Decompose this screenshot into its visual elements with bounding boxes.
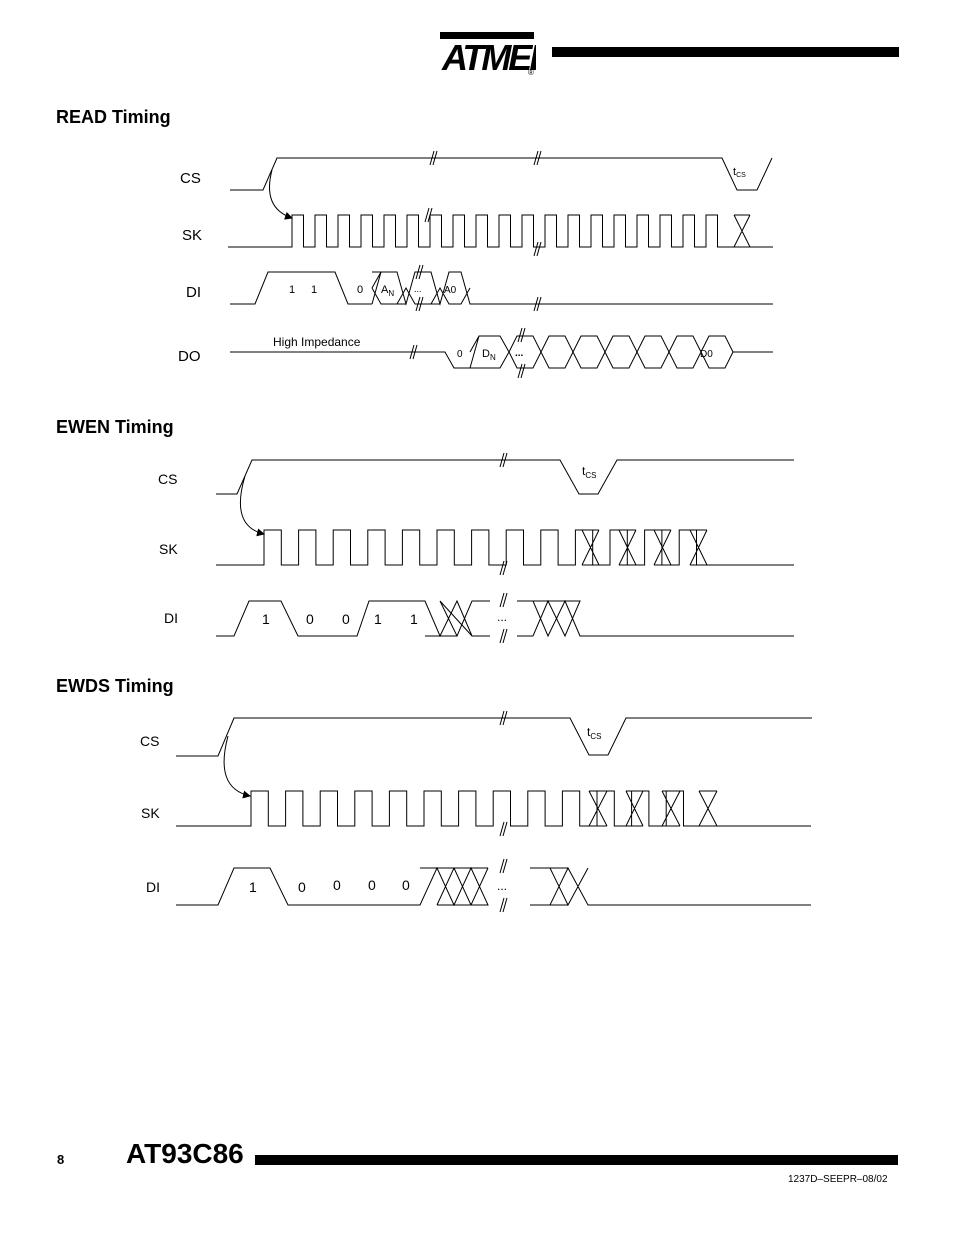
ewen-di-bit-5: 1 bbox=[410, 611, 418, 627]
read-do-data-cells bbox=[509, 336, 773, 368]
page-number: 8 bbox=[57, 1152, 65, 1167]
read-do-high-impedance: High Impedance bbox=[273, 335, 361, 349]
ewen-di-ellipsis: ... bbox=[497, 610, 508, 624]
ewds-di-bit-3: 0 bbox=[333, 877, 341, 893]
read-di-bit-2: 1 bbox=[311, 284, 318, 296]
ewen-di-bit-4: 1 bbox=[374, 611, 382, 627]
ewen-di-bit-1: 1 bbox=[262, 611, 270, 627]
read-do-label: DO bbox=[178, 348, 201, 365]
ewds-di-ellipsis: ... bbox=[497, 879, 508, 893]
read-cs-waveform bbox=[230, 158, 772, 190]
ewen-cs-waveform bbox=[216, 460, 794, 494]
read-do-data-last: D0 bbox=[700, 349, 713, 360]
ewds-sk-label: SK bbox=[141, 805, 160, 821]
read-cs-sk-arrow bbox=[270, 170, 293, 218]
ewds-tcs-label: $t_{CS}$ bbox=[587, 725, 602, 741]
ewen-sk-break-marks bbox=[500, 561, 507, 575]
read-sk-waveform bbox=[228, 215, 773, 247]
ewds-sk-waveform bbox=[176, 791, 811, 826]
ewds-sk-break-marks bbox=[500, 822, 507, 836]
registered-mark: ® bbox=[528, 68, 534, 77]
read-timing-title: READ Timing bbox=[56, 107, 171, 127]
ewds-timing-title: EWDS Timing bbox=[56, 676, 174, 696]
ewen-di-label: DI bbox=[164, 610, 178, 626]
read-do-line bbox=[230, 336, 509, 368]
ewen-cs-label: CS bbox=[158, 471, 178, 487]
read-cs-label: CS bbox=[180, 170, 201, 187]
ewen-sk-label: SK bbox=[159, 541, 178, 557]
ewds-cs-waveform bbox=[176, 718, 812, 756]
ewds-di-bit-2: 0 bbox=[298, 879, 306, 895]
read-di-addr-first: $A_N$ bbox=[381, 284, 395, 298]
read-sk-label: SK bbox=[182, 227, 203, 244]
atmel-logo-text: ATME bbox=[442, 37, 530, 78]
document-number: 1237D–SEEPR–08/02 bbox=[788, 1174, 888, 1185]
read-do-data-first: $D_N$ bbox=[482, 348, 496, 362]
read-di-ellipsis: ... bbox=[414, 284, 422, 294]
ewds-cs-sk-arrow bbox=[224, 736, 250, 796]
read-di-label: DI bbox=[186, 284, 201, 301]
read-do-zero: 0 bbox=[457, 349, 463, 360]
product-name: AT93C86 bbox=[126, 1138, 244, 1169]
read-tcs-label: tCS bbox=[733, 166, 746, 179]
ewds-di-bit-5: 0 bbox=[402, 877, 410, 893]
read-di-bit-1: 1 bbox=[289, 284, 296, 296]
read-do-ellipsis: ... bbox=[515, 348, 524, 359]
ewen-cs-sk-arrow bbox=[240, 476, 264, 534]
footer-rule bbox=[255, 1155, 898, 1165]
read-di-addr-last: A0 bbox=[444, 285, 457, 296]
ewds-cs-label: CS bbox=[140, 733, 160, 749]
ewen-di-bit-2: 0 bbox=[306, 611, 314, 627]
ewds-di-label: DI bbox=[146, 879, 160, 895]
ewds-di-waveform bbox=[176, 868, 811, 905]
ewen-di-bit-3: 0 bbox=[342, 611, 350, 627]
ewds-di-bit-4: 0 bbox=[368, 877, 376, 893]
ewen-tcs-label: $t_{CS}$ bbox=[582, 464, 597, 480]
ewds-di-bit-1: 1 bbox=[249, 879, 257, 895]
ewen-sk-waveform bbox=[216, 530, 794, 565]
ewen-timing-title: EWEN Timing bbox=[56, 417, 174, 437]
read-do-break-marks bbox=[410, 328, 525, 378]
read-di-bit-3: 0 bbox=[357, 284, 364, 296]
